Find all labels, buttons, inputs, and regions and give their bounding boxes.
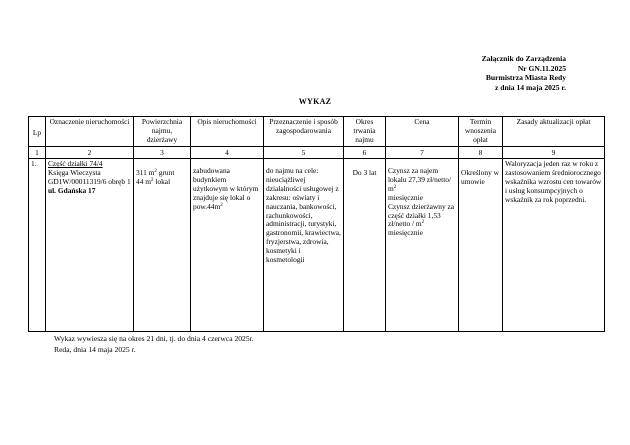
footer-note bbox=[54, 334, 254, 355]
header-oznaczenie: Oznaczenie nieruchomości bbox=[46, 117, 134, 147]
cell-powierzchnia bbox=[134, 159, 191, 332]
column-number: 5 bbox=[264, 147, 344, 159]
cell-przeznaczenie: do najmu na cele: nieuciążliwej działalności usługowej z zakresu: oświaty i nauczania, bankowości, rachunkowości, administracji, turystyki, gastronomii, krawiectwa, fryzjerstwa, zdrowia, kosmetyki i kosmetologii bbox=[264, 159, 344, 332]
header-zasady: Zasady aktualizacji opłat bbox=[503, 117, 605, 147]
header-line-2: Nr GN.11.2025 bbox=[517, 63, 566, 73]
column-number: 1 bbox=[29, 147, 46, 159]
header-line-4: z dnia 14 maja 2025 r. bbox=[494, 82, 566, 92]
cell-lp: 1. bbox=[29, 159, 46, 332]
document-title: WYKAZ bbox=[298, 97, 332, 106]
column-number: 6 bbox=[344, 147, 386, 159]
header-powierzchnia: Powierzchnia najmu, dzierżawy bbox=[134, 117, 191, 147]
column-number: 2 bbox=[46, 147, 134, 159]
cell-opis: zabudowana budynkiem użytkowym w którym znajduje się lokal o $pow.44m^2$ bbox=[191, 159, 264, 332]
street-address: ul. Gdańska 17 bbox=[48, 185, 96, 195]
header-line-3: Burmistrza Miasta Redy bbox=[485, 73, 566, 83]
attachment-header bbox=[482, 54, 566, 92]
column-number: 8 bbox=[459, 147, 503, 159]
cell-termin: Określony w umowie bbox=[459, 159, 503, 332]
column-number-row bbox=[29, 147, 605, 159]
cell-zasady: Waloryzacja jeden raz w roku z zastosowaniem średniorocznego wskaźnika wzrostu cen towarów i usług konsumpcyjnych o wskaźnik za rok poprzedni. bbox=[503, 159, 605, 332]
cell-cena: Czynsz za najem lokalu 27,39 zł/netto/ $m^2$ miesięcznie Czynsz dzierżawny za część działki 1,53 zł/netto / $m^2$ miesięcznie bbox=[386, 159, 459, 332]
table-header-row bbox=[29, 117, 605, 147]
header-przeznaczenie: Przeznaczenie i sposób zagospodarowania bbox=[264, 117, 344, 147]
header-termin: Termin wnoszenia opłat bbox=[459, 117, 503, 147]
cell-okres: Do 3 lat bbox=[344, 159, 386, 332]
area-premises: 44 $m^2$ lokal bbox=[136, 176, 171, 186]
parcel-number: Część działki 74/4 bbox=[48, 159, 103, 168]
land-register: Księga Wieczysta GD1W/00011319/6 obręb 1 bbox=[48, 167, 131, 186]
area-land: 311 $m^2$ grunt bbox=[136, 168, 175, 177]
header-line-1: Załącznik do Zarządzenia bbox=[481, 54, 566, 63]
header-okres: Okres trwania najmu bbox=[344, 117, 386, 147]
cell-oznaczenie bbox=[46, 159, 134, 332]
table-row bbox=[29, 159, 605, 332]
column-number: 4 bbox=[191, 147, 264, 159]
footer-place-date: Reda, dnia 14 maja 2025 r. bbox=[54, 344, 136, 354]
header-cena: Cena bbox=[386, 117, 459, 147]
footer-posting-period: Wykaz wywiesza się na okres 21 dni, tj. do dnia 4 czerwca 2025r. bbox=[54, 334, 254, 343]
column-number: 3 bbox=[134, 147, 191, 159]
column-number: 9 bbox=[503, 147, 605, 159]
property-table bbox=[28, 116, 605, 332]
header-opis: Opis nieruchomości bbox=[191, 117, 264, 147]
header-lp: Lp bbox=[29, 117, 46, 147]
column-number: 7 bbox=[386, 147, 459, 159]
